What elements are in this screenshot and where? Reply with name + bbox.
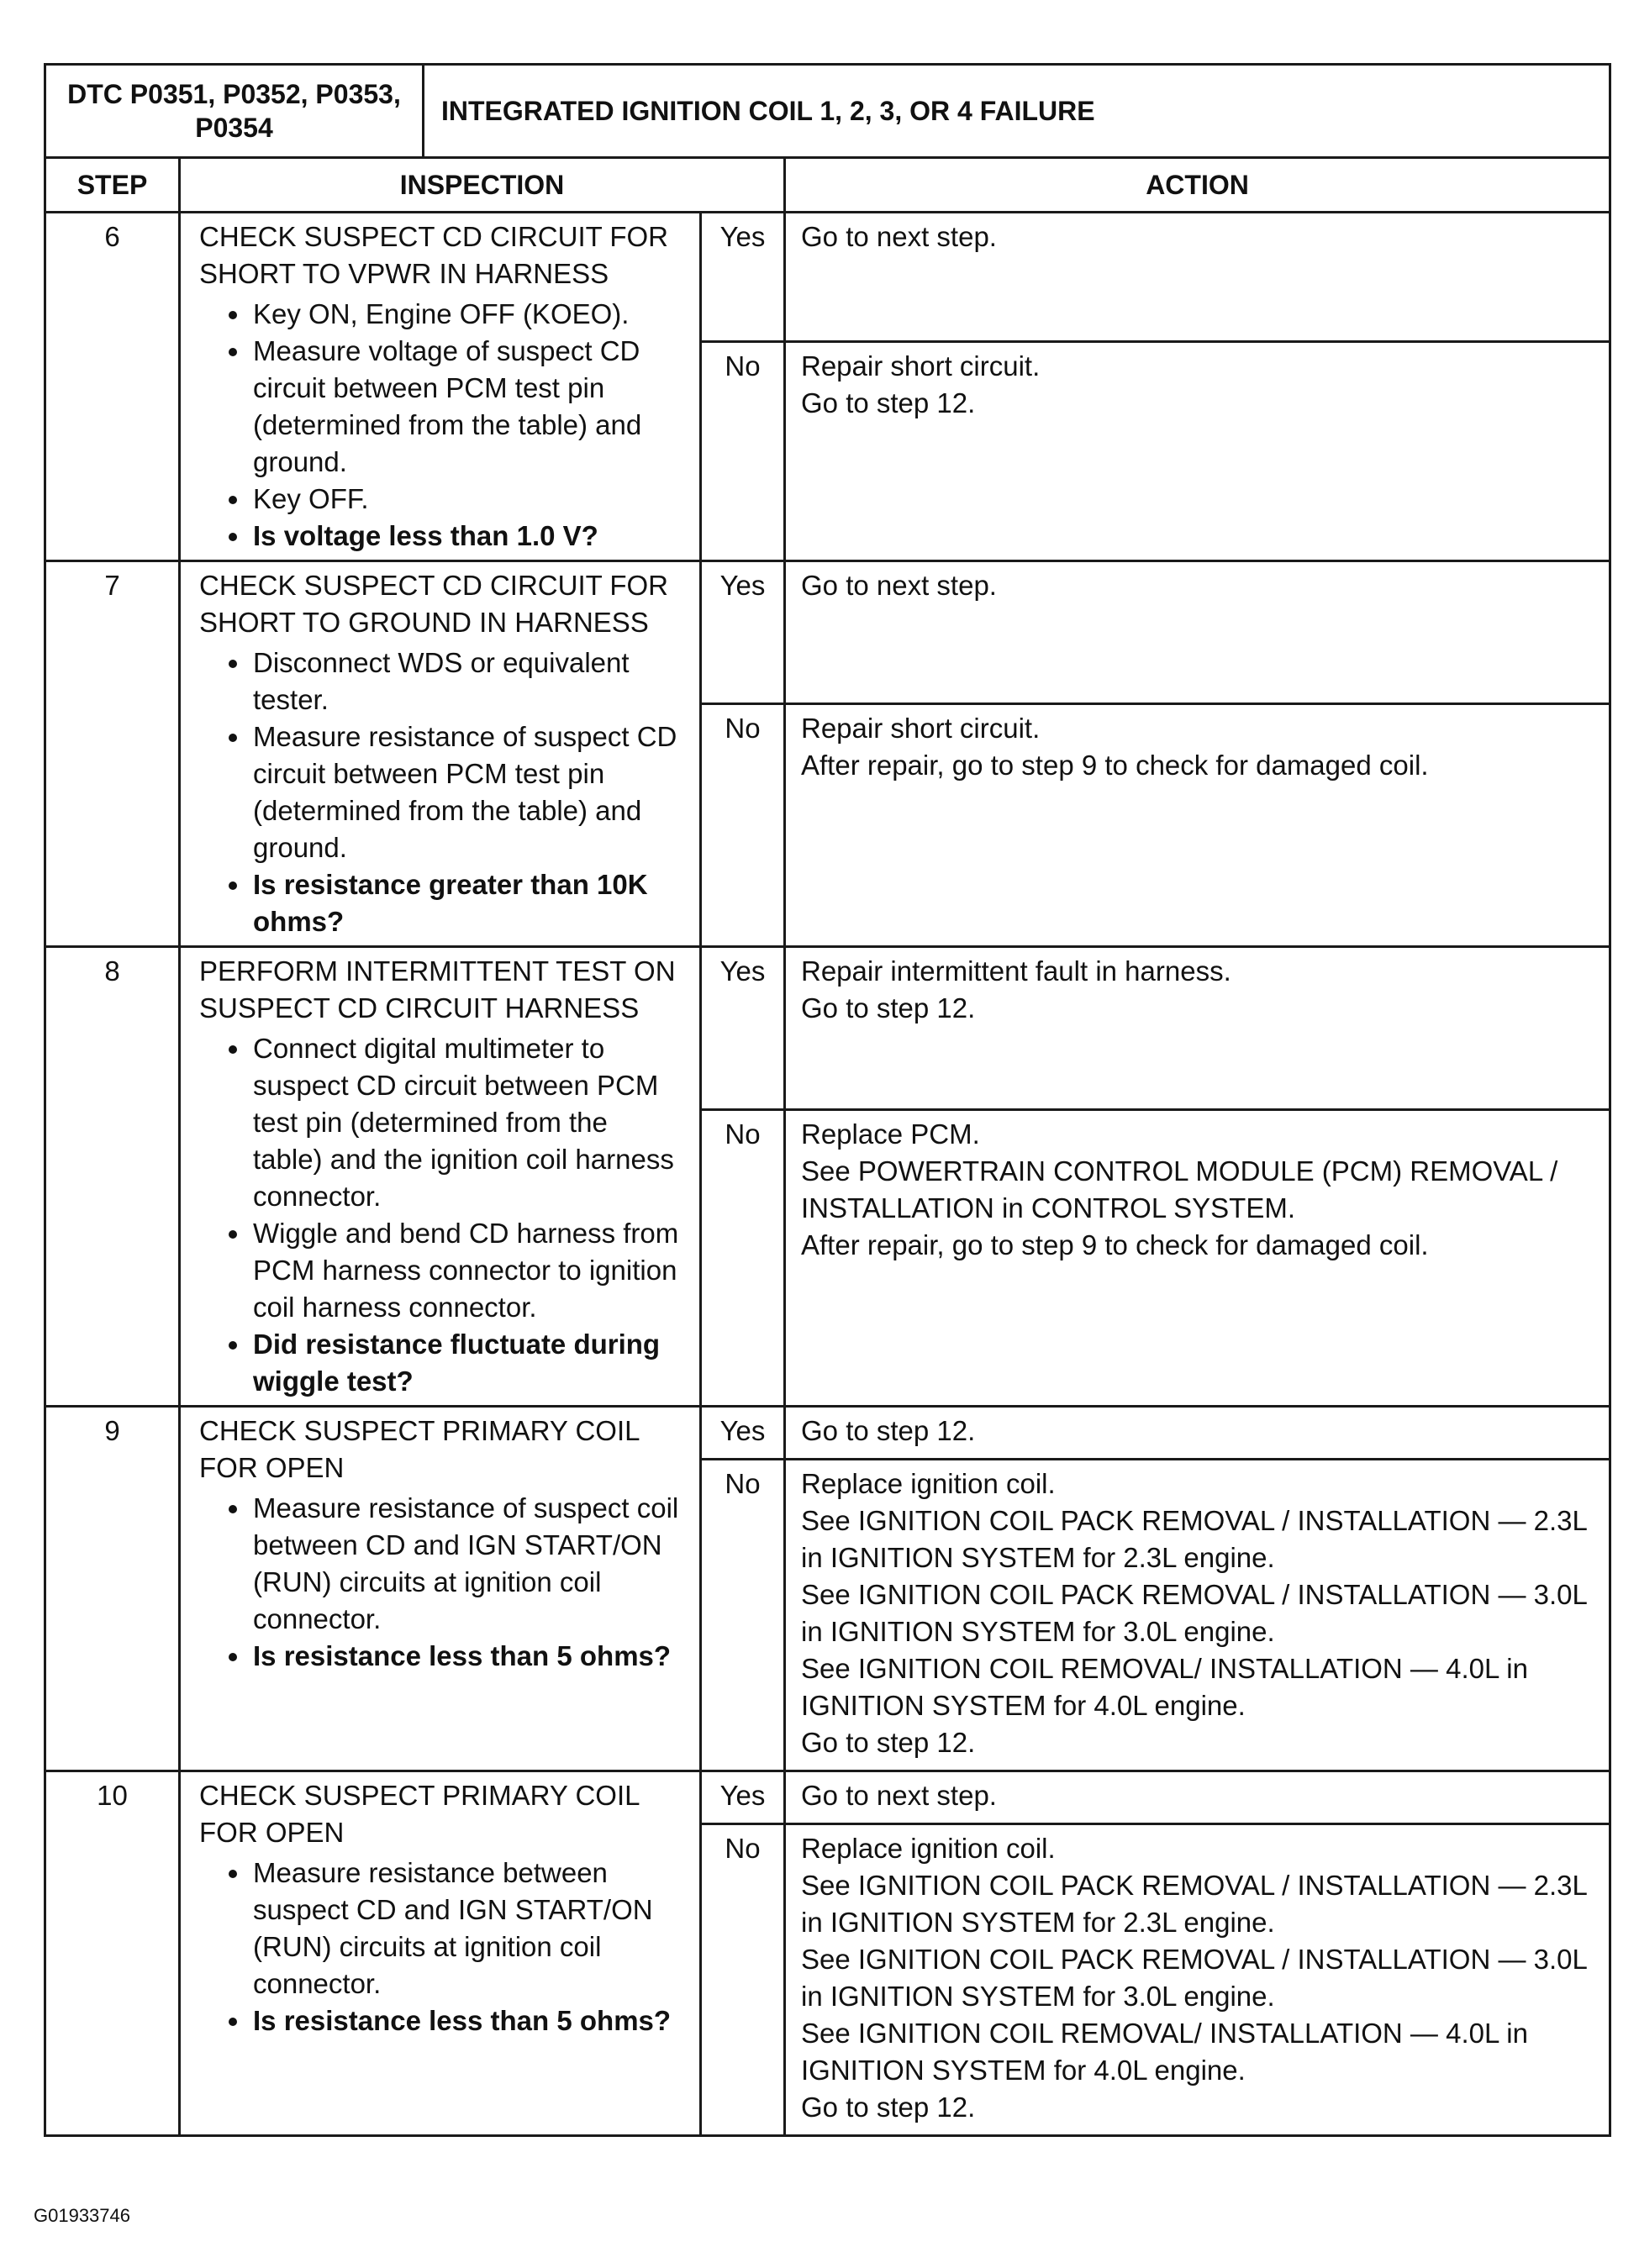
inspection-bullets [199,645,684,940]
inspection-bullet: • Disconnect WDS or equivalent tester. [251,645,684,718]
action-line: Replace ignition coil. [801,1468,1056,1499]
action-line: Replace ignition coil. [801,1833,1056,1864]
no-action [785,704,1610,947]
dtc-codes: DTC P0351, P0352, P0353, P0354 [45,65,424,158]
action-line: After repair, go to step 9 to check for damaged coil. [801,1229,1429,1260]
yes-label: Yes [701,1771,785,1824]
inspection-bullet: • Measure voltage of suspect CD circuit between PCM test pin (determined from the table) and ground. [251,333,684,481]
action-line: Go to step 12. [801,992,976,1023]
step-number: 9 [45,1407,180,1771]
step-row [45,213,1610,342]
action-line: See IGNITION COIL PACK REMOVAL / INSTALLATION — 3.0L in IGNITION SYSTEM for 3.0L engine. [801,1944,1587,2012]
action-line: Go to step 12. [801,1415,976,1446]
no-label: No [701,341,785,560]
column-header-step: STEP [45,158,180,213]
inspection-bullet: • Connect digital multimeter to suspect CD circuit between PCM test pin (determined from the table) and the ignition coil harness connector. [251,1030,684,1215]
inspection-question: • Did resistance fluctuate during wiggle test? [251,1326,684,1400]
inspection-bullets [199,1855,684,2039]
action-line: Go to step 12. [801,387,976,418]
inspection-bullet: • Wiggle and bend CD harness from PCM harness connector to ignition coil harness connector. [251,1215,684,1326]
step-number: 8 [45,947,180,1407]
inspection-cell [180,947,701,1407]
inspection-title: CHECK SUSPECT PRIMARY COIL FOR OPEN [199,1415,640,1483]
column-header-inspection: INSPECTION [180,158,785,213]
action-line: Go to step 12. [801,2092,976,2123]
action-line: See IGNITION COIL PACK REMOVAL / INSTALLATION — 2.3L in IGNITION SYSTEM for 2.3L engine. [801,1870,1587,1938]
inspection-title: PERFORM INTERMITTENT TEST ON SUSPECT CD CIRCUIT HARNESS [199,955,676,1023]
inspection-cell [180,561,701,947]
yes-label: Yes [701,947,785,1110]
action-line: Go to next step. [801,221,997,252]
inspection-title: CHECK SUSPECT CD CIRCUIT FOR SHORT TO VPWR IN HARNESS [199,221,669,289]
action-line: See IGNITION COIL REMOVAL/ INSTALLATION — 4.0L in IGNITION SYSTEM for 4.0L engine. [801,2018,1528,2086]
inspection-title: CHECK SUSPECT CD CIRCUIT FOR SHORT TO GROUND IN HARNESS [199,570,669,638]
diagnostic-table-container [44,63,1609,2137]
step-row [45,1771,1610,1824]
figure-code: G01933746 [34,2205,130,2226]
inspection-cell [180,1771,701,2136]
column-header-action: ACTION [785,158,1610,213]
action-line: Replace PCM. [801,1118,980,1150]
no-action [785,1460,1610,1771]
yes-label: Yes [701,561,785,704]
no-label: No [701,1109,785,1406]
action-line: Repair short circuit. [801,713,1041,745]
yes-label: Yes [701,213,785,342]
inspection-question: • Is resistance greater than 10K ohms? [251,866,684,940]
column-header-row [45,158,1610,213]
step-row [45,561,1610,704]
inspection-title: CHECK SUSPECT PRIMARY COIL FOR OPEN [199,1780,640,1848]
inspection-cell [180,1407,701,1771]
inspection-bullets [199,1030,684,1400]
action-line: Repair short circuit. [801,350,1041,382]
yes-label: Yes [701,1407,785,1460]
step-number: 6 [45,213,180,561]
no-action [785,1109,1610,1406]
step-row [45,1407,1610,1460]
yes-action [785,213,1610,342]
dtc-header-row [45,65,1610,158]
no-action [785,341,1610,560]
step-number: 7 [45,561,180,947]
no-label: No [701,1460,785,1771]
diagnostic-table [44,63,1611,2137]
inspection-cell [180,213,701,561]
inspection-bullet: • Key ON, Engine OFF (KOEO). [251,296,684,333]
yes-action [785,1407,1610,1460]
yes-action [785,561,1610,704]
yes-action [785,1771,1610,1824]
inspection-bullet: • Key OFF. [251,481,684,518]
action-line: Repair intermittent fault in harness. [801,955,1231,987]
inspection-bullets [199,1490,684,1675]
dtc-title: INTEGRATED IGNITION COIL 1, 2, 3, OR 4 FAILURE [424,65,1610,158]
step-number: 10 [45,1771,180,2136]
step-row [45,947,1610,1110]
action-line: See POWERTRAIN CONTROL MODULE (PCM) REMOVAL / INSTALLATION in CONTROL SYSTEM. [801,1155,1558,1223]
no-label: No [701,704,785,947]
action-line: Go to next step. [801,1780,997,1811]
action-line: After repair, go to step 9 to check for damaged coil. [801,750,1429,781]
inspection-bullet: • Measure resistance between suspect CD and IGN START/ON (RUN) circuits at ignition coil connector. [251,1855,684,2002]
action-line: Go to next step. [801,570,997,601]
no-action [785,1824,1610,2136]
inspection-question: • Is resistance less than 5 ohms? [251,2002,684,2039]
no-label: No [701,1824,785,2136]
inspection-bullet: • Measure resistance of suspect CD circuit between PCM test pin (determined from the table) and ground. [251,718,684,866]
inspection-bullet: • Measure resistance of suspect coil between CD and IGN START/ON (RUN) circuits at ignition coil connector. [251,1490,684,1638]
yes-action [785,947,1610,1110]
action-line: See IGNITION COIL PACK REMOVAL / INSTALLATION — 3.0L in IGNITION SYSTEM for 3.0L engine. [801,1579,1587,1647]
inspection-question: • Is resistance less than 5 ohms? [251,1638,684,1675]
inspection-bullets [199,296,684,555]
action-line: Go to step 12. [801,1727,976,1758]
action-line: See IGNITION COIL PACK REMOVAL / INSTALLATION — 2.3L in IGNITION SYSTEM for 2.3L engine. [801,1505,1587,1573]
inspection-question: • Is voltage less than 1.0 V? [251,518,684,555]
action-line: See IGNITION COIL REMOVAL/ INSTALLATION — 4.0L in IGNITION SYSTEM for 4.0L engine. [801,1653,1528,1721]
